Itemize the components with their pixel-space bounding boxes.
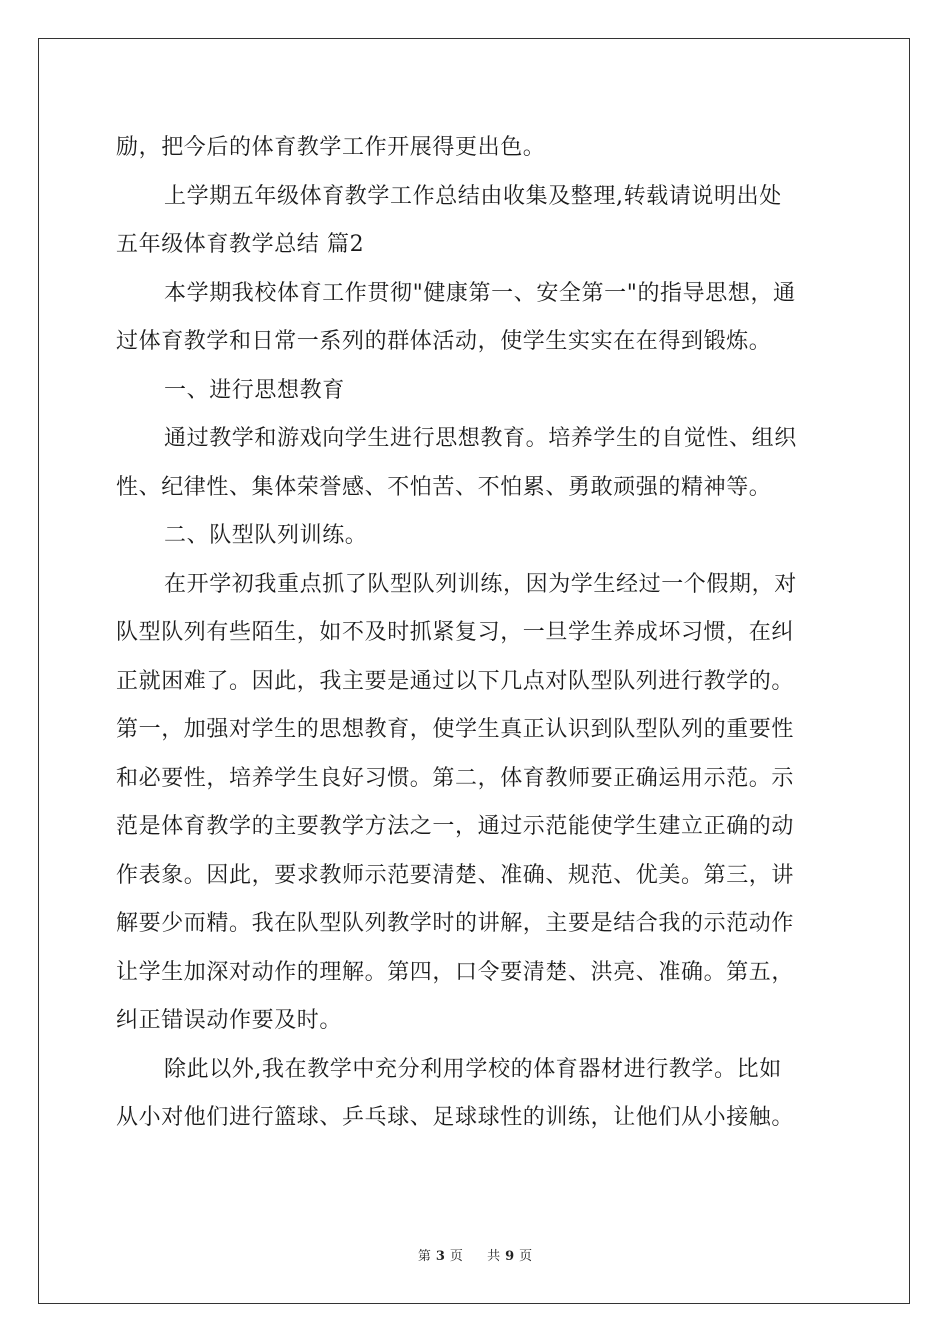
page-suffix: 页 xyxy=(449,1249,463,1264)
text-line: 作表象。因此，要求教师示范要清楚、准确、规范、优美。第三，讲 xyxy=(116,862,795,888)
total-pages: 9 xyxy=(505,1249,515,1264)
text-line: 从小对他们进行篮球、乒乓球、足球球性的训练，让他们从小接触。 xyxy=(116,1105,795,1130)
text-line: 上学期五年级体育教学工作总结由收集及整理,转载请说明出处 xyxy=(164,183,782,209)
document-body xyxy=(116,124,836,1143)
text-line: 性、纪律性、集体荣誉感、不怕苦、不怕累、勇敢顽强的精神等。 xyxy=(116,474,772,500)
page-prefix: 第 xyxy=(417,1249,431,1264)
text-line: 除此以外,我在教学中充分利用学校的体育器材进行教学。比如 xyxy=(164,1056,782,1082)
page-total xyxy=(482,1249,537,1264)
text-line: 纠正错误动作要及时。 xyxy=(116,1008,343,1033)
text-line: 正就困难了。因此，我主要是通过以下几点对队型队列进行教学的。 xyxy=(116,668,795,694)
page-footer xyxy=(0,1245,950,1264)
text-line: 第一，加强对学生的思想教育，使学生真正认识到队型队列的重要性 xyxy=(116,717,795,742)
text-line: 让学生加深对动作的理解。第四，口令要清楚、洪亮、准确。第五， xyxy=(116,959,795,985)
text-line: 在开学初我重点抓了队型队列训练，因为学生经过一个假期，对 xyxy=(164,571,797,597)
text-line: 解要少而精。我在队型队列教学时的讲解，主要是结合我的示范动作 xyxy=(116,911,795,936)
text-line: 通过教学和游戏向学生进行思想教育。培养学生的自觉性、组织 xyxy=(164,426,797,451)
text-line: 队型队列有些陌生，如不及时抓紧复习，一旦学生养成坏习惯，在纠 xyxy=(116,620,795,645)
text-line: 范是体育教学的主要教学方法之一，通过示范能使学生建立正确的动 xyxy=(116,814,795,839)
heading-line: 二、队型队列训练。 xyxy=(164,523,368,548)
section-title: 五年级体育教学总结 篇2 xyxy=(116,232,365,257)
text-line: 过体育教学和日常一系列的群体活动，使学生实实在在得到锻炼。 xyxy=(116,329,772,354)
text-line: 本学期我校体育工作贯彻"健康第一、安全第一"的指导思想，通 xyxy=(164,280,796,306)
heading-line: 一、进行思想教育 xyxy=(164,377,345,403)
page-number xyxy=(413,1249,468,1264)
current-page: 3 xyxy=(435,1249,445,1264)
total-prefix: 共 xyxy=(487,1249,501,1264)
text-line: 励，把今后的体育教学工作开展得更出色。 xyxy=(116,135,546,160)
text-line: 和必要性，培养学生良好习惯。第二，体育教师要正确运用示范。示 xyxy=(116,765,795,791)
total-suffix: 页 xyxy=(519,1249,533,1264)
